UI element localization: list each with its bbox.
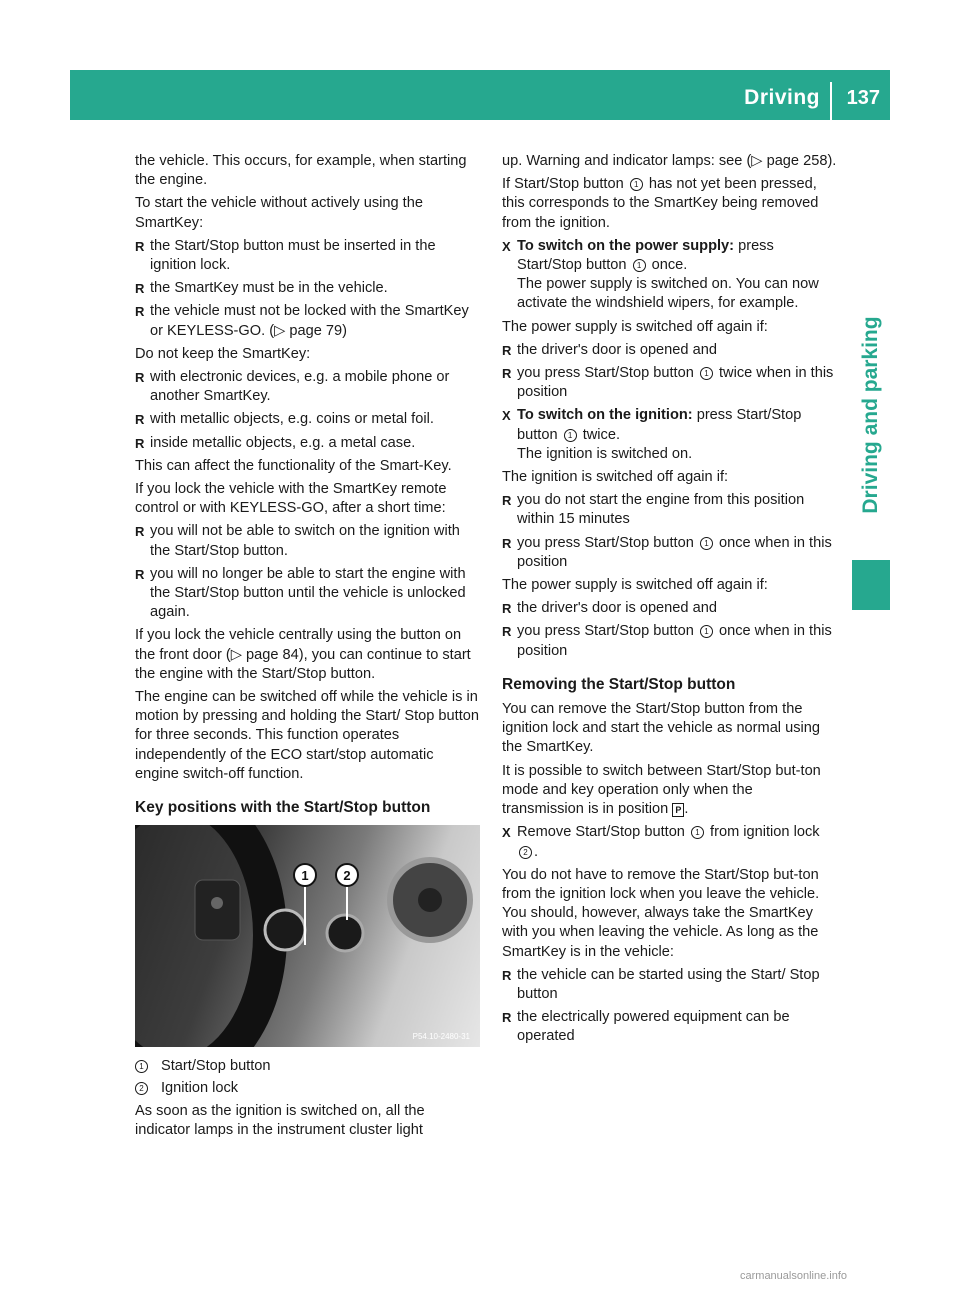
- text-run: press Start/Stop button: [517, 407, 802, 443]
- text-run: The power supply is switched on. You can now activate the windshield wipers, for example.: [517, 276, 819, 312]
- action-step: X Remove Start/Stop button 1 from ignition lock 2 .: [502, 823, 837, 861]
- callout-number: 1: [700, 537, 713, 550]
- text-run: once when in this position: [517, 623, 832, 659]
- text-run: If you lock the vehicle centrally using the button on the front door (: [135, 627, 462, 663]
- callout-number: 1: [633, 259, 646, 272]
- air-vent-center: [418, 888, 442, 912]
- legend-item: [135, 1057, 480, 1076]
- gear-position-p-icon: P: [672, 803, 684, 817]
- list-item: [135, 302, 480, 340]
- paragraph: It is possible to switch between Start/Stop but-ton mode and key operation only when the transmission is in position P .: [502, 762, 821, 818]
- text-run: you press Start/Stop button: [517, 623, 694, 640]
- wheel-controls: [195, 880, 240, 940]
- text-run: once.: [651, 257, 688, 274]
- page-reference[interactable]: ▷ page 84: [230, 646, 299, 663]
- paragraph: The engine can be switched off while the vehicle is in motion by pressing and holding the Start/ Stop button for three seconds. This function operates independently of the ECO start/stop automatic engine switch-off function.: [135, 689, 479, 782]
- legend-item: [135, 1079, 480, 1098]
- paragraph: If you lock the vehicle with the SmartKey remote control or with KEYLESS-GO, after a short time:: [135, 481, 447, 517]
- list-item: R the driver's door is opened and: [502, 341, 837, 360]
- legend-label: Ignition lock: [161, 1079, 239, 1096]
- ignition-lock-shape: [327, 915, 363, 951]
- list-item: R with electronic devices, e.g. a mobile phone or another SmartKey.: [135, 368, 480, 406]
- page-number: 137: [846, 87, 880, 109]
- callout-label-1: 1: [301, 868, 309, 884]
- text-run: twice.: [582, 426, 621, 443]
- list-item: [502, 622, 837, 660]
- text-run: from ignition lock: [710, 824, 820, 841]
- callout-number: 1: [700, 625, 713, 638]
- legend-label: Start/Stop button: [161, 1058, 271, 1075]
- list-item: [502, 364, 837, 402]
- header-bar: [70, 70, 890, 120]
- callout-number: 2: [135, 1082, 148, 1095]
- paragraph: [135, 626, 480, 684]
- list-item-text: the vehicle must not be locked with the SmartKey or KEYLESS-GO. (: [150, 303, 469, 339]
- paragraph: To start the vehicle without actively using the SmartKey:: [135, 195, 423, 231]
- text-run: has not yet been pressed, this corresponds to the SmartKey being removed from the ignition.: [502, 176, 819, 231]
- paragraph: The power supply is switched off again if:: [502, 318, 768, 335]
- callout-number: 1: [700, 367, 713, 380]
- text-run: twice when in this position: [517, 365, 834, 401]
- paragraph: You do not have to remove the Start/Stop but-ton from the ignition lock when you leave the vehicle. You should, however, always take the SmartKey with you when leaving the vehicle. As long as the SmartKey is in the vehicle:: [502, 866, 820, 960]
- text-run: It is possible to switch between Start/Stop but-ton mode and key operation only when the transmission is in position: [502, 762, 821, 818]
- action-label: To switch on the power supply:: [517, 237, 735, 254]
- ignition-photo: [135, 825, 480, 1047]
- list-item: [502, 534, 837, 572]
- text-run: once when in this position: [517, 534, 832, 570]
- section-title: Driving: [744, 86, 820, 109]
- right-column: [502, 152, 837, 1051]
- ignition-illustration: [135, 825, 480, 1047]
- section-heading: Key positions with the Start/Stop button: [135, 799, 431, 817]
- list-item: R the electrically powered equipment can be operated: [502, 1008, 837, 1046]
- paragraph: The ignition is switched off again if:: [502, 469, 729, 486]
- list-item: R the SmartKey must be in the vehicle.: [135, 279, 480, 298]
- start-stop-button-shape: [265, 910, 305, 950]
- paragraph: You can remove the Start/Stop button from the ignition lock and start the vehicle as normal using the SmartKey.: [502, 701, 820, 756]
- list-item: R inside metallic objects, e.g. a metal case.: [135, 434, 480, 453]
- side-tab-label: Driving and parking: [859, 316, 882, 514]
- header-divider: [830, 82, 832, 120]
- paragraph: As soon as the ignition is switched on, all the indicator lamps in the instrument cluster light: [135, 1102, 425, 1138]
- callout-label-2: 2: [343, 868, 351, 884]
- action-label: To switch on the ignition:: [517, 407, 693, 424]
- photo-code: P54.10-2480-31: [412, 1032, 470, 1042]
- list-item: R the vehicle can be started using the Start/ Stop button: [502, 966, 837, 1004]
- page-reference[interactable]: ▷ page 79): [274, 322, 347, 339]
- paragraph: This can affect the functionality of the Smart-Key.: [135, 457, 452, 474]
- paragraph: Do not keep the SmartKey:: [135, 345, 311, 362]
- watermark: carmanualsonline.info: [740, 1270, 848, 1282]
- list-item: R the Start/Stop button must be inserted in the ignition lock.: [135, 237, 480, 275]
- action-step: [502, 237, 837, 314]
- text-run: If Start/Stop button: [502, 176, 624, 193]
- callout-number: 1: [630, 178, 643, 191]
- side-tab: [852, 270, 890, 560]
- side-tab-marker: [852, 560, 890, 610]
- list-item: R you will not be able to switch on the ignition with the Start/Stop button.: [135, 522, 480, 560]
- text-run: The ignition is switched on.: [517, 445, 693, 462]
- callout-number: 2: [519, 846, 532, 859]
- action-step: [502, 406, 837, 464]
- left-column: [135, 152, 480, 1144]
- list-item: R with metallic objects, e.g. coins or metal foil.: [135, 410, 480, 429]
- callout-number: 1: [564, 429, 577, 442]
- list-item: R the driver's door is opened and: [502, 599, 837, 618]
- text-run: ), you can continue to start the engine with the Start/Stop button.: [135, 646, 471, 682]
- list-item: R you will no longer be able to start the engine with the Start/Stop button until the vehicle is unlocked again.: [135, 565, 480, 623]
- list-item: R you do not start the engine from this position within 15 minutes: [502, 491, 837, 529]
- callout-number: 1: [691, 826, 704, 839]
- control-knob: [211, 897, 223, 909]
- text-run: you press Start/Stop button: [517, 534, 694, 551]
- text-run: you press Start/Stop button: [517, 365, 694, 382]
- text-run: Remove Start/Stop button: [517, 824, 685, 841]
- paragraph: up. Warning and indicator lamps: see (▷ page 258).: [502, 153, 837, 169]
- paragraph: the vehicle. This occurs, for example, when starting the engine.: [135, 153, 467, 189]
- section-heading: Removing the Start/Stop button: [502, 675, 736, 693]
- callout-number: 1: [135, 1060, 148, 1073]
- paragraph: [502, 175, 837, 233]
- text-run: press Start/Stop button: [517, 237, 774, 274]
- paragraph: The power supply is switched off again if:: [502, 577, 768, 594]
